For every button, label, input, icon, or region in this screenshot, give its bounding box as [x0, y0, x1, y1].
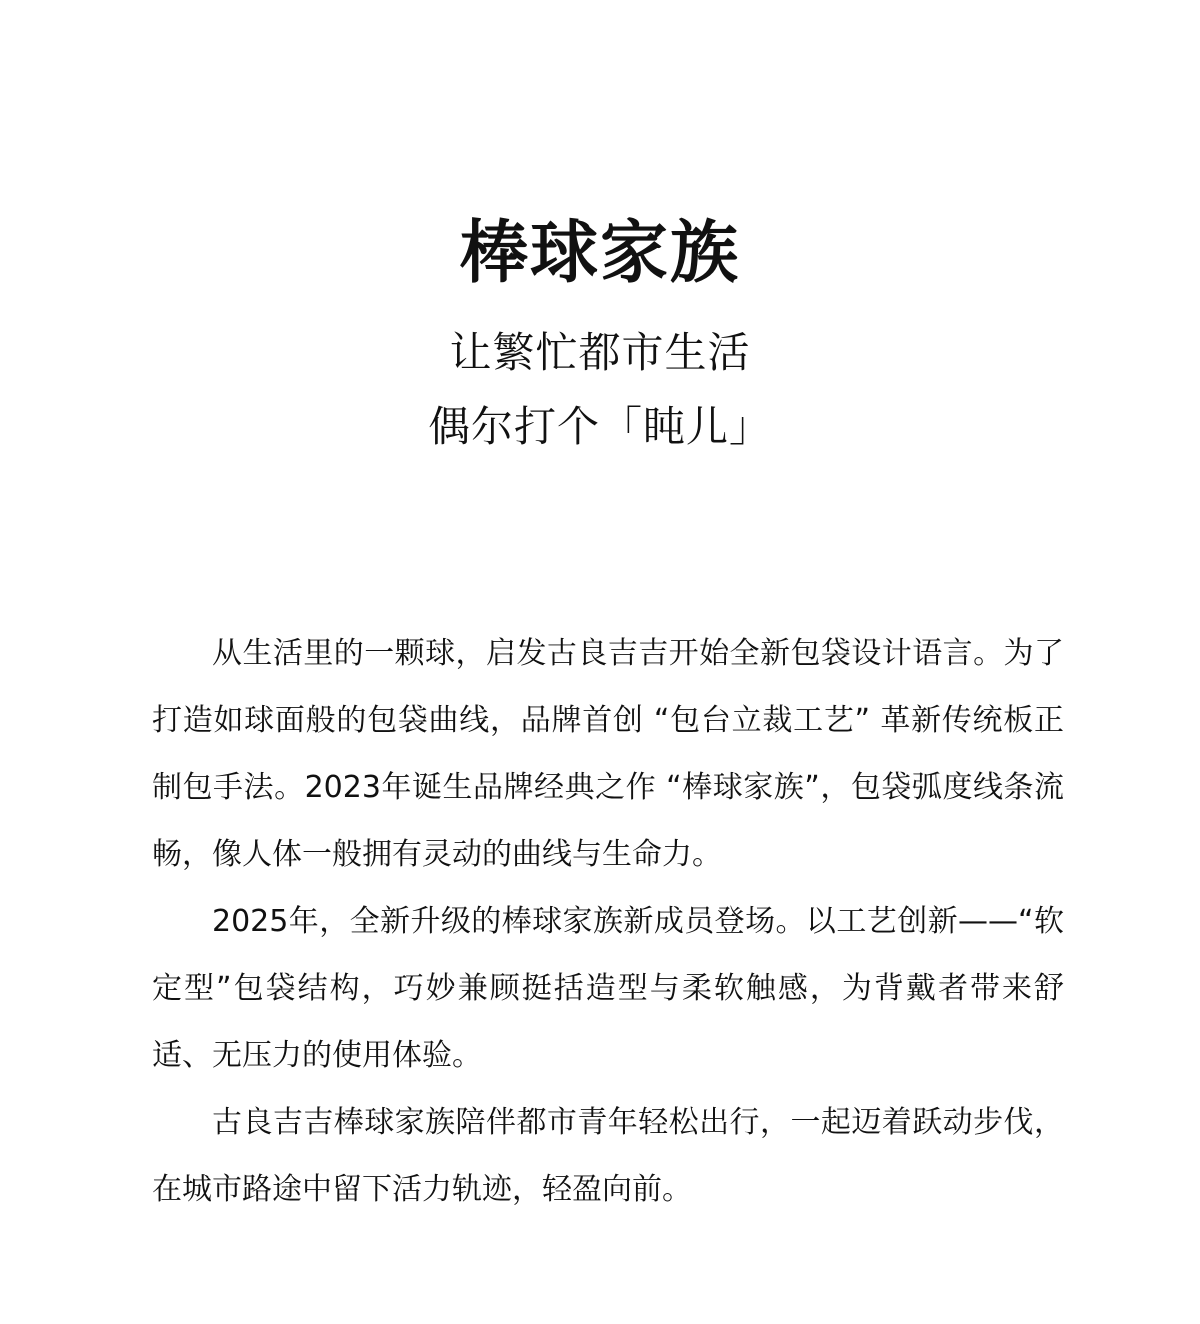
paragraph-2025-upgrade: 2025年，全新升级的棒球家族新成员登场。以工艺创新——“软定型”包袋结构，巧妙兼顾挺括造型与柔软触感，为背戴者带来舒适、无压力的使用体验。 — [152, 904, 1064, 1073]
subtitle-line-1: 让繁忙都市生活 — [449, 328, 751, 377]
page-title: 棒球家族 — [459, 214, 740, 293]
paragraph-intro: 从生活里的一颗球，启发古良吉吉开始全新包袋设计语言。为了打造如球面般的包袋曲线，品牌首创 “包台立裁工艺” 革新传统板正制包手法。2023年诞生品牌经典之作 “棒球家族”，包袋弧度线条流畅，像人体一般拥有灵动的曲线与生命力。 — [152, 636, 1064, 872]
subtitle-line-2: 偶尔打个「盹儿」 — [427, 402, 772, 451]
paragraph-closing: 古良吉吉棒球家族陪伴都市青年轻松出行，一起迈着跃动步伐，在城市路途中留下活力轨迹，轻盈向前。 — [152, 1105, 1064, 1207]
body-text — [152, 620, 1064, 1223]
